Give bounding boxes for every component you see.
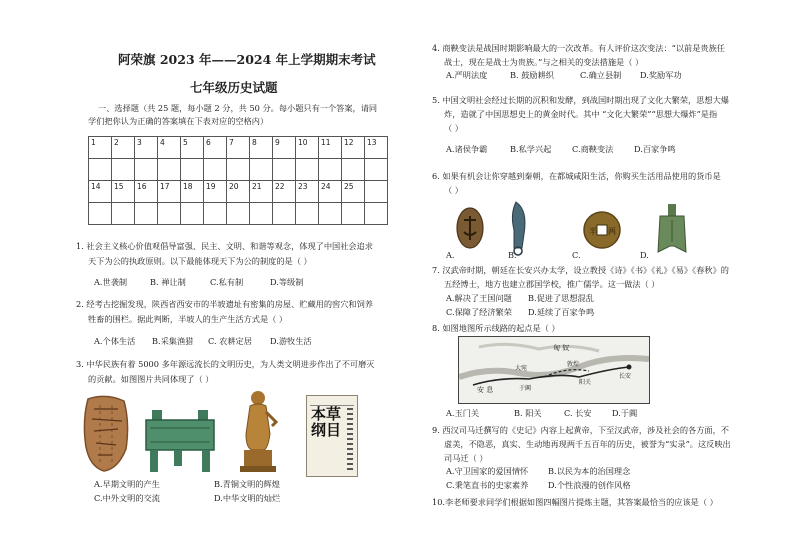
- answer-cell[interactable]: [204, 203, 227, 225]
- answer-cell[interactable]: [112, 159, 135, 181]
- grid-cell: 22: [273, 181, 296, 203]
- instruction-line-1: 一、选择题（共 25 题，每小题 2 分，共 50 分。每小题只有一个答案，请同: [98, 103, 378, 113]
- svg-text:半: 半: [589, 227, 597, 236]
- grid-cell: 16: [135, 181, 158, 203]
- q5-option-d[interactable]: D.百家争鸣: [634, 144, 676, 154]
- answer-cell[interactable]: [227, 159, 250, 181]
- grid-cell: 8: [250, 137, 273, 159]
- grid-cell: 24: [319, 181, 342, 203]
- grid-row-answers-2: [89, 203, 388, 225]
- q4-option-b[interactable]: B. 鼓励耕织: [510, 70, 554, 80]
- q5-stem-3: （ ）: [444, 123, 463, 133]
- q1-option-b[interactable]: B. 禅让制: [150, 277, 186, 287]
- grid-cell: 9: [273, 137, 296, 159]
- grid-cell: [365, 181, 388, 203]
- map-label-yutian: 于阗: [519, 385, 532, 392]
- q9-stem-3: 司马迁（ ）: [444, 453, 488, 463]
- spade-coin-image: [654, 202, 690, 256]
- book-title-text: 本草纲目: [311, 405, 342, 439]
- q8-option-d[interactable]: D.于阗: [612, 408, 638, 418]
- q4-option-d[interactable]: D.奖励军功: [640, 70, 682, 80]
- grid-cell: 17: [158, 181, 181, 203]
- answer-cell[interactable]: [296, 159, 319, 181]
- q9-option-a[interactable]: A.守卫国家的爱国情怀: [446, 466, 529, 476]
- q8-option-c[interactable]: C. 长安: [564, 408, 592, 418]
- q7-stem-2: 五经博士，地方也建立郡国学校，推广儒学。这一做法（ ）: [444, 279, 660, 289]
- answer-cell[interactable]: [273, 203, 296, 225]
- answer-cell[interactable]: [181, 159, 204, 181]
- q7-option-d[interactable]: D.延续了百家争鸣: [528, 307, 595, 317]
- q7-option-b[interactable]: B.促进了思想混乱: [528, 293, 594, 303]
- exam-title: 阿荣旗 2023 年——2024 年上学期期末考试: [118, 52, 376, 67]
- map-label-anxi: 安 息: [477, 386, 494, 394]
- q6-stem-1: 6. 如果有机会让你穿越到秦朝，在都城咸阳生活，你购买生活用品使用的货币是: [432, 171, 721, 181]
- answer-cell[interactable]: [365, 203, 388, 225]
- q3-option-c[interactable]: C.中外文明的交流: [94, 493, 160, 503]
- banliang-coin-image: [580, 210, 624, 250]
- answer-cell[interactable]: [181, 203, 204, 225]
- q8-stem-1: 8. 如图地图所示线路的起点是（ ）: [432, 323, 560, 333]
- answer-cell[interactable]: [319, 203, 342, 225]
- q3-option-a[interactable]: A.早期文明的产生: [94, 479, 160, 489]
- grid-cell: 2: [112, 137, 135, 159]
- grid-row-numbers-1: [89, 137, 388, 159]
- exam-subtitle: 七年级历史试题: [190, 80, 278, 95]
- q5-option-b[interactable]: B.私学兴起: [510, 144, 552, 154]
- grid-cell: 15: [112, 181, 135, 203]
- q3-stem-1: 3. 中华民族有着 5000 多年源远流长的文明历史，为人类文明进步作出了不可磨灭: [76, 359, 375, 369]
- answer-cell[interactable]: [319, 159, 342, 181]
- q1-option-c[interactable]: C.私有制: [210, 277, 244, 287]
- grid-cell: 19: [204, 181, 227, 203]
- q5-option-c[interactable]: C.商鞅变法: [572, 144, 614, 154]
- map-label-dayuan: 大宛: [515, 365, 528, 372]
- answer-cell[interactable]: [158, 159, 181, 181]
- grid-cell: 21: [250, 181, 273, 203]
- grid-cell: 7: [227, 137, 250, 159]
- grid-cell: 20: [227, 181, 250, 203]
- answer-cell[interactable]: [158, 203, 181, 225]
- grid-cell: 1: [89, 137, 112, 159]
- answer-cell[interactable]: [89, 203, 112, 225]
- answer-grid: [88, 136, 388, 225]
- q9-option-b[interactable]: B.以民为本的治国理念: [548, 466, 631, 476]
- grid-cell: 3: [135, 137, 158, 159]
- grid-cell: 4: [158, 137, 181, 159]
- grid-cell: 10: [296, 137, 319, 159]
- q9-option-c[interactable]: C.秉笔直书的史家素养: [446, 480, 529, 490]
- q4-option-a[interactable]: A.严明法度: [446, 70, 488, 80]
- q6-option-d[interactable]: D.: [640, 250, 649, 260]
- answer-cell[interactable]: [342, 203, 365, 225]
- q2-option-a[interactable]: A.个体生活: [94, 336, 136, 346]
- answer-cell[interactable]: [250, 203, 273, 225]
- q2-option-b[interactable]: B.采集渔猎: [152, 336, 194, 346]
- q8-option-a[interactable]: A.玉门关: [446, 408, 480, 418]
- map-label-dunhuang: 敦煌: [567, 361, 580, 368]
- q2-stem-1: 2. 经考古挖掘发现，陕西省西安市的半坡遗址有密集的房屋、贮藏用的窖穴和饲养: [76, 299, 373, 309]
- grid-cell: 14: [89, 181, 112, 203]
- answer-cell[interactable]: [112, 203, 135, 225]
- map-label-yangguan: 阳关: [579, 379, 592, 386]
- q1-stem-1: 1. 社会主义核心价值观倡导富强、民主、文明、和谐等观念，体现了中国社会追求: [76, 241, 373, 251]
- q1-option-d[interactable]: D.等级制: [270, 277, 304, 287]
- answer-cell[interactable]: [365, 159, 388, 181]
- grid-cell: 25: [342, 181, 365, 203]
- q5-stem-1: 5. 中国文明社会经过长期的沉积和发酵，到战国时期出现了文化大繁荣，思想大爆: [432, 95, 729, 105]
- ant-nose-coin-image: [455, 206, 485, 250]
- q2-option-d[interactable]: D.游牧生活: [270, 336, 312, 346]
- answer-cell[interactable]: [296, 203, 319, 225]
- q6-option-b[interactable]: B.: [508, 250, 517, 260]
- q4-option-c[interactable]: C.确立县制: [580, 70, 622, 80]
- answer-cell[interactable]: [204, 159, 227, 181]
- answer-cell[interactable]: [250, 159, 273, 181]
- q9-option-d[interactable]: D.个性浪漫的创作风格: [548, 480, 631, 490]
- grid-cell: 6: [204, 137, 227, 159]
- q6-option-c[interactable]: C.: [572, 250, 581, 260]
- knife-coin-image: [508, 200, 530, 256]
- q9-stem-1: 9. 西汉司马迁撰写的《史记》内容上起黄帝，下至汉武帝，涉及社会的各方面，不: [432, 425, 729, 435]
- q3-option-b[interactable]: B.青铜文明的辉煌: [214, 479, 280, 489]
- book-cover-image: [306, 395, 358, 477]
- q6-option-a[interactable]: A.: [446, 250, 455, 260]
- grid-cell: 18: [181, 181, 204, 203]
- oracle-bone-image: [78, 393, 134, 473]
- bronze-ding-image: [140, 408, 220, 474]
- instruction-line-2: 学们把你认为正确的答案填在下表对应的空格内）: [88, 116, 269, 126]
- q3-option-d[interactable]: D.中华文明的灿烂: [214, 493, 281, 503]
- answer-cell[interactable]: [273, 159, 296, 181]
- grid-cell: 23: [296, 181, 319, 203]
- q2-stem-2: 牲畜的围栏。据此判断，半坡人的生产生活方式是（ ）: [88, 314, 288, 324]
- q1-option-a[interactable]: A.世袭制: [94, 277, 128, 287]
- q5-stem-2: 炸，造就了中国思想史上的黄金时代。其中 “文化大繁荣”“思想大爆炸”是指: [444, 109, 718, 119]
- answer-cell[interactable]: [227, 203, 250, 225]
- q7-option-c[interactable]: C.保障了经济繁荣: [446, 307, 512, 317]
- answer-cell[interactable]: [135, 203, 158, 225]
- map-label-changan: 长安: [619, 373, 632, 380]
- q3-stem-2: 的贡献。如图图片共同体现了（ ）: [88, 374, 214, 384]
- statue-image: [236, 388, 280, 474]
- q5-option-a[interactable]: A.诸侯争霸: [446, 144, 488, 154]
- map-label-xiongnu: 匈 奴: [553, 344, 570, 352]
- grid-cell: 12: [342, 137, 365, 159]
- grid-cell: 11: [319, 137, 342, 159]
- grid-row-answers-1: [89, 159, 388, 181]
- q4-stem-1: 4. 商鞅变法是战国时期影响最大的一次改革。有人评价这次变法：“以前是贵族任: [432, 43, 725, 53]
- q8-option-b[interactable]: B. 阳关: [514, 408, 542, 418]
- q7-option-a[interactable]: A.解决了王国问题: [446, 293, 512, 303]
- q7-stem-1: 7. 汉武帝时期，朝廷在长安兴办太学，设立教授《诗》《书》《礼》《易》《春秋》的: [432, 265, 729, 275]
- grid-cell: 13: [365, 137, 388, 159]
- q9-stem-2: 虚美，不隐恶，真实、生动地再现两千五百年的历史，被誉为“实录”。这反映出: [444, 439, 731, 449]
- q2-option-c[interactable]: C. 农耕定居: [208, 336, 252, 346]
- q4-stem-2: 战士，现在是战士为贵族。”与之相关的变法措施是（ ）: [444, 57, 644, 67]
- answer-cell[interactable]: [135, 159, 158, 181]
- q1-stem-2: 天下为公的执政原则。以下最能体现天下为公的制度的是（ ）: [88, 256, 312, 266]
- grid-cell: 5: [181, 137, 204, 159]
- answer-cell[interactable]: [342, 159, 365, 181]
- grid-row-numbers-2: [89, 181, 388, 203]
- silk-road-map: [458, 336, 650, 404]
- answer-cell[interactable]: [89, 159, 112, 181]
- q6-stem-2: （ ）: [444, 185, 463, 195]
- svg-text:两: 两: [608, 227, 616, 236]
- q10-stem-1: 10.李老师要求同学们根据如图四幅图片提炼主题，其答案最恰当的应该是（ ）: [432, 497, 718, 507]
